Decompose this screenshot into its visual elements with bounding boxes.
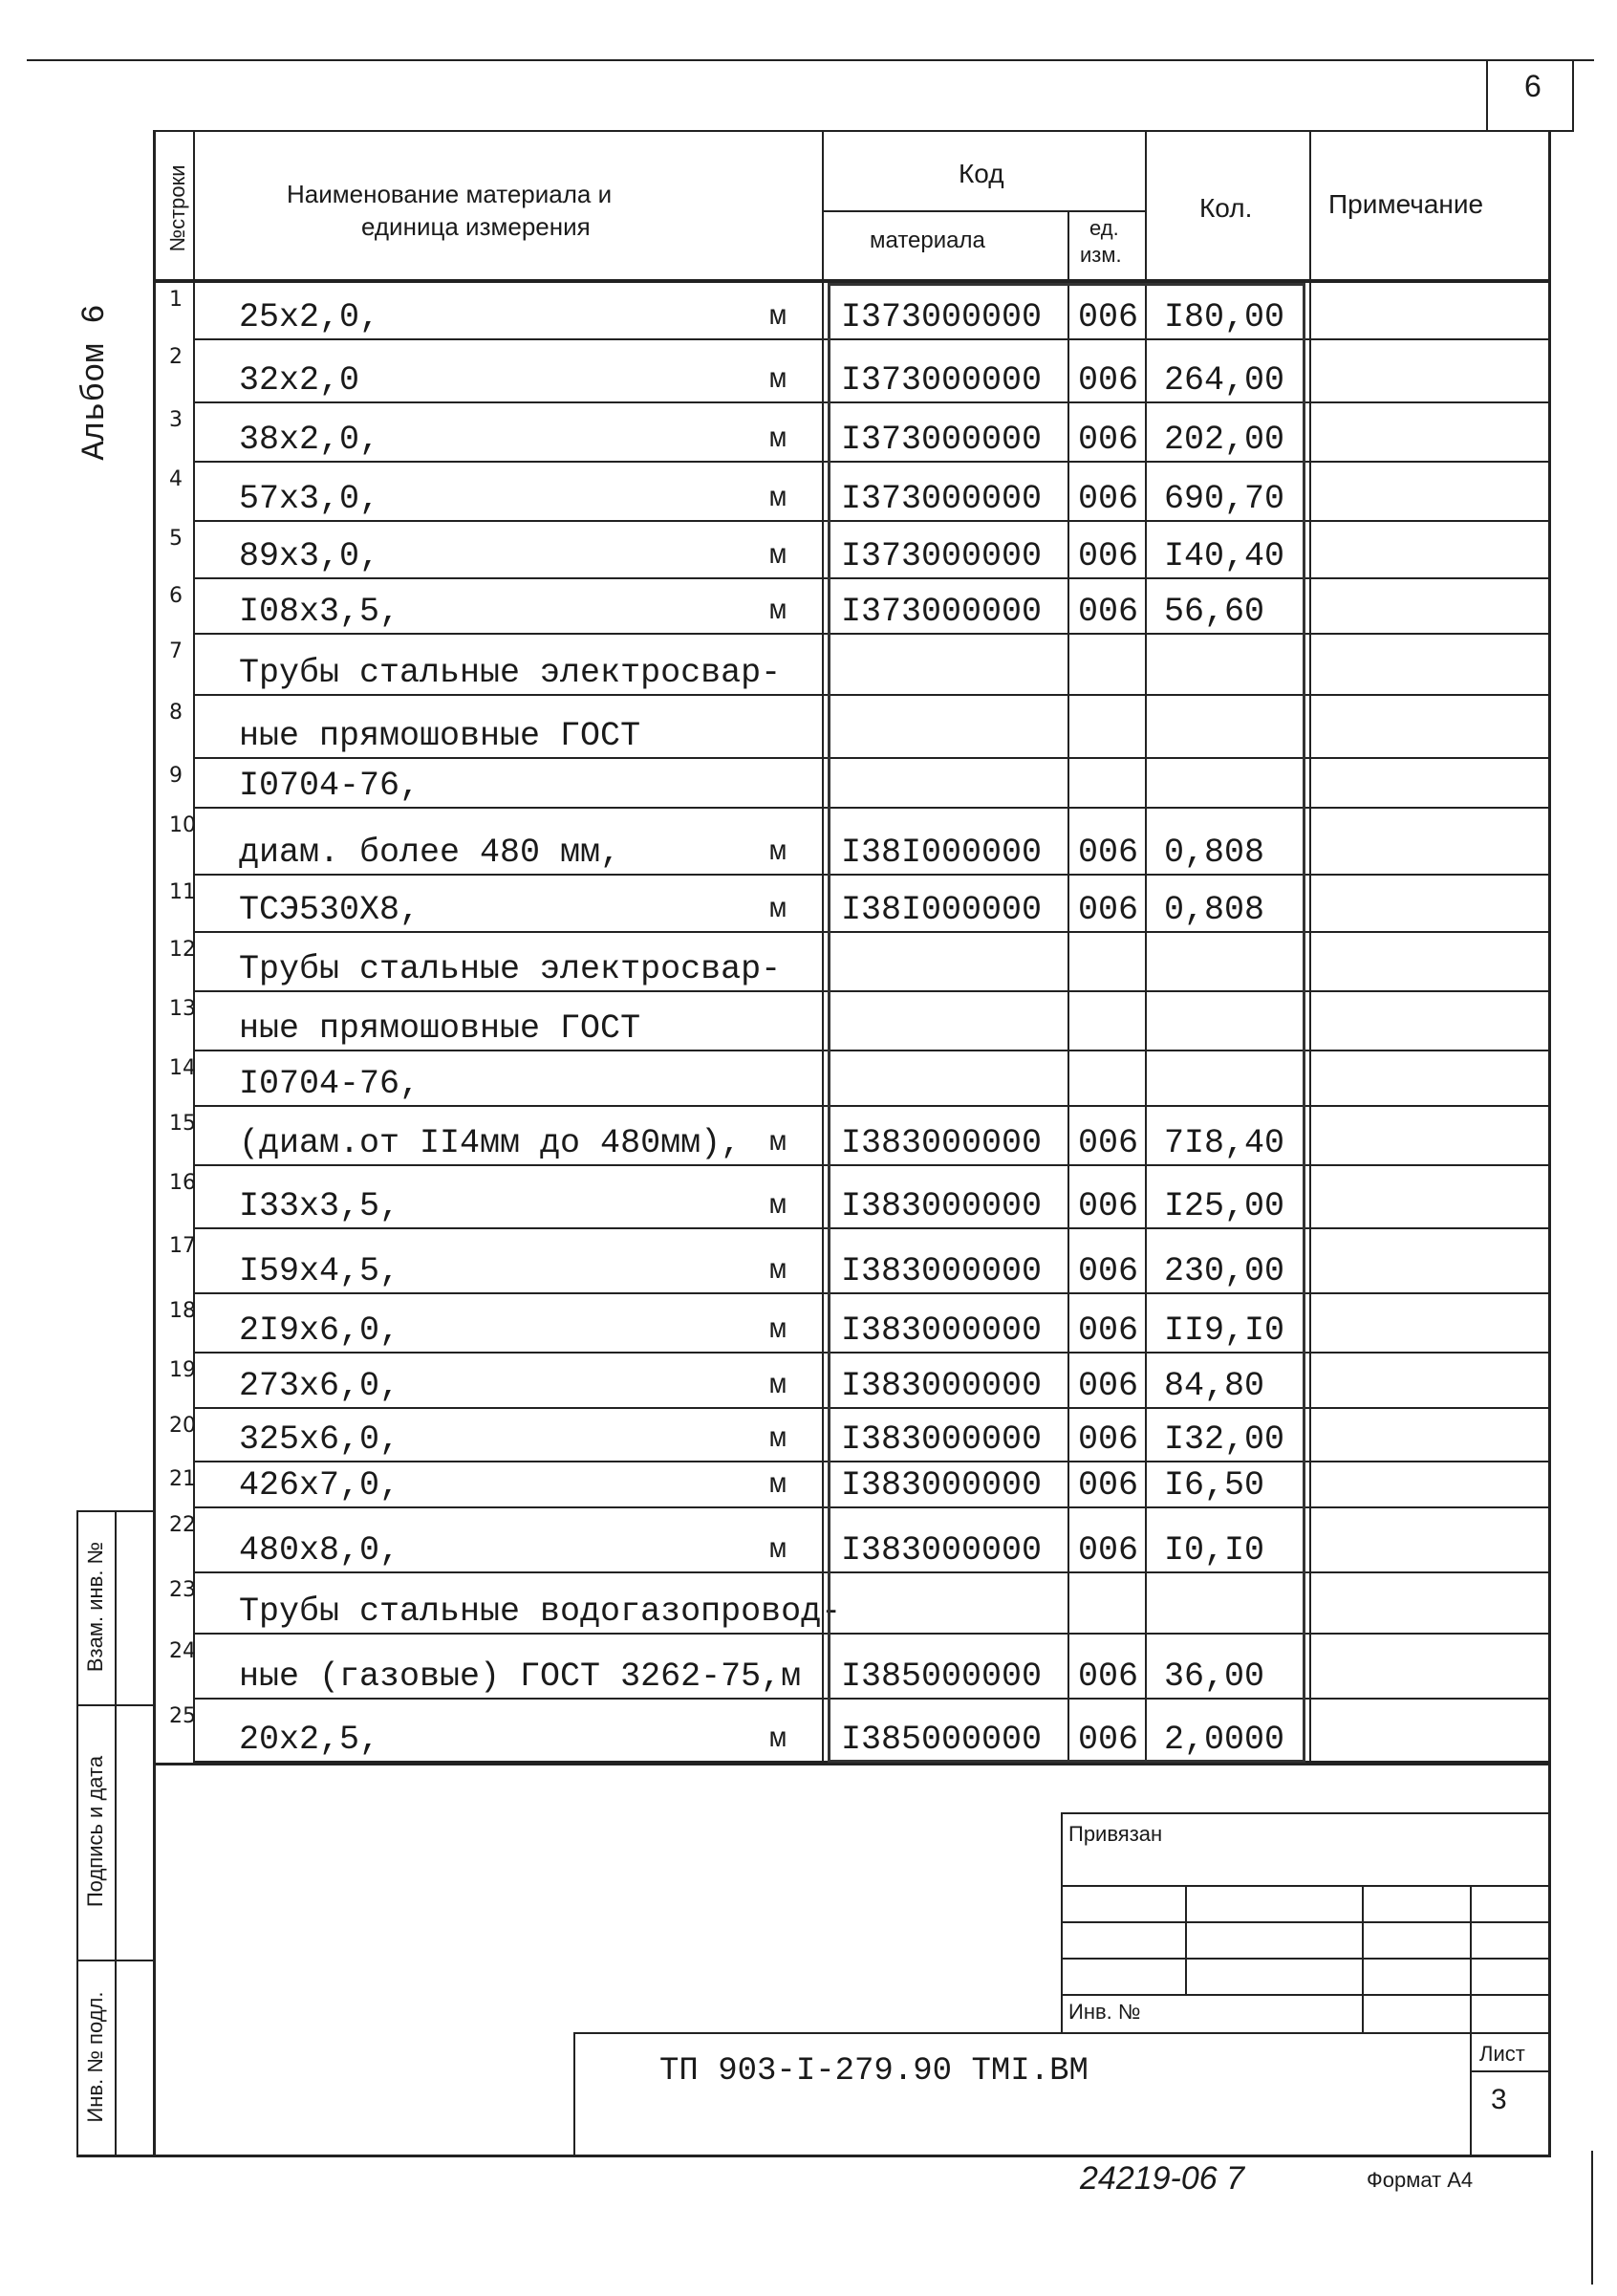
row-unit: м (769, 483, 787, 515)
row-unit-code: 006 (1078, 1657, 1139, 1696)
tb-v-2 (1362, 1885, 1364, 2032)
row-unit-code: 006 (1078, 1252, 1139, 1290)
header-code-unit-2: изм. (1080, 243, 1122, 267)
tb-sheet-divider (1470, 2070, 1551, 2072)
row-unit-code: 006 (1078, 1367, 1139, 1405)
row-number: 4 (169, 467, 183, 491)
row-qty: 0,808 (1164, 834, 1265, 872)
row-qty: 36,00 (1164, 1657, 1265, 1696)
row-number: 2 (169, 345, 183, 369)
stamp-div-1 (76, 1704, 155, 1706)
row-unit-code: 006 (1078, 1187, 1139, 1225)
header-row-no: №строки (165, 164, 189, 252)
stamp-podpis: Подпись и дата (83, 1755, 107, 1908)
row-number: 6 (169, 584, 183, 608)
header-code: Код (959, 159, 1004, 188)
row-qty: I40,40 (1164, 537, 1285, 575)
row-qty: I0,I0 (1164, 1531, 1265, 1570)
row-code: I373000000 (841, 537, 1043, 575)
header-note: Примечание (1328, 189, 1484, 219)
row-name: ные (газовые) ГОСТ 3262-75,м (239, 1657, 802, 1696)
row-unit-code: 006 (1078, 1420, 1139, 1459)
row-name: ные прямошовные ГОСТ (239, 1009, 641, 1048)
row-unit-code: 006 (1078, 537, 1139, 575)
table-bottom (153, 1763, 1551, 1765)
stamp-mid (115, 1510, 117, 2156)
right-border-top (1572, 59, 1574, 132)
header-code-unit-1: ед. (1089, 216, 1119, 240)
album-label: Альбом 6 (77, 304, 114, 461)
frame-left (153, 130, 156, 2156)
row-name: 32х2,0 (239, 361, 360, 400)
tb-sheet-no: 3 (1491, 2084, 1507, 2115)
row-number: 10 (169, 813, 196, 837)
row-name: 325х6,0, (239, 1420, 400, 1459)
row-qty: I32,00 (1164, 1420, 1285, 1459)
col-qty-right (1309, 130, 1311, 1763)
row-code: I38I000000 (841, 834, 1043, 872)
frame-bottom (76, 2155, 1551, 2157)
header-code-material: материала (870, 227, 985, 253)
page-number-box-bottom (153, 130, 1574, 132)
row-code: I385000000 (841, 1657, 1043, 1696)
row-number: 8 (169, 701, 183, 725)
row-number: 15 (169, 1112, 196, 1136)
top-border (27, 59, 1594, 61)
row-unit-code: 006 (1078, 480, 1139, 518)
row-code: I383000000 (841, 1187, 1043, 1225)
row-code: I38I000000 (841, 891, 1043, 929)
row-code: I383000000 (841, 1466, 1043, 1505)
row-qty: I25,00 (1164, 1187, 1285, 1225)
row-qty: 7I8,40 (1164, 1124, 1285, 1162)
row-unit: м (769, 1723, 787, 1756)
row-number: 23 (169, 1578, 196, 1602)
row-code: I373000000 (841, 361, 1043, 400)
row-code: I373000000 (841, 593, 1043, 631)
row-unit: м (769, 1423, 787, 1456)
footer-format: Формат А4 (1367, 2168, 1474, 2192)
tb-inv-no: Инв. № (1068, 2000, 1141, 2024)
row-qty: I80,00 (1164, 298, 1285, 336)
row-unit-code: 006 (1078, 1311, 1139, 1350)
tb-main-top (573, 2032, 1551, 2034)
row-name: 426х7,0, (239, 1466, 400, 1505)
row-name: 25х2,0, (239, 298, 380, 336)
tb-line-4 (1061, 1994, 1551, 1996)
row-unit: м (769, 1255, 787, 1288)
page-number-box-left (1486, 59, 1488, 132)
col-name-right (822, 130, 824, 1763)
row-code: I383000000 (841, 1367, 1043, 1405)
row-name: диам. более 480 мм, (239, 834, 621, 872)
row-code: I383000000 (841, 1311, 1043, 1350)
row-unit-code: 006 (1078, 1124, 1139, 1162)
row-unit-code: 006 (1078, 593, 1139, 631)
tb-v-1 (1185, 1885, 1187, 1996)
row-unit-code: 006 (1078, 1721, 1139, 1759)
row-name: Трубы стальные водогазопровод- (239, 1592, 842, 1631)
stamp-top (76, 1510, 155, 1512)
tb-v-3 (1470, 1885, 1472, 2156)
header-name-line2: единица измерения (361, 212, 591, 241)
row-qty: 56,60 (1164, 593, 1265, 631)
stamp-div-2 (76, 1960, 155, 1961)
row-code: I373000000 (841, 421, 1043, 459)
header-qty: Кол. (1199, 193, 1253, 223)
stamp-inv-podl: Инв. № подл. (83, 1991, 107, 2123)
row-name: 480х8,0, (239, 1531, 400, 1570)
row-number: 24 (169, 1639, 196, 1663)
row-unit-code: 006 (1078, 361, 1139, 400)
row-code: I383000000 (841, 1124, 1043, 1162)
row-qty: 690,70 (1164, 480, 1285, 518)
row-number: 25 (169, 1704, 196, 1728)
row-code: I373000000 (841, 298, 1043, 336)
row-qty: I6,50 (1164, 1466, 1265, 1505)
page-number: 6 (1524, 69, 1542, 103)
row-unit: м (769, 1534, 787, 1567)
row-qty: 230,00 (1164, 1252, 1285, 1290)
row-number: 9 (169, 764, 183, 788)
stamp-vzam: Взам. инв. № (83, 1541, 107, 1673)
tb-line-2 (1061, 1921, 1551, 1923)
row-unit: м (769, 1127, 787, 1159)
row-number: 12 (169, 938, 196, 962)
row-name: ТСЭ530Х8, (239, 891, 420, 929)
row-unit: м (769, 1314, 787, 1347)
row-number: 5 (169, 527, 183, 551)
tb-privyazan-top (1061, 1812, 1551, 1814)
header-code-divider (822, 210, 1147, 212)
row-name: I08х3,5, (239, 593, 400, 631)
row-name: Трубы стальные электросвар- (239, 654, 782, 692)
row-number: 13 (169, 997, 196, 1021)
row-number: 7 (169, 639, 183, 663)
frame-right (1548, 130, 1551, 2156)
code-block-frame (828, 283, 1305, 1763)
row-number: 3 (169, 408, 183, 432)
row-code: I383000000 (841, 1420, 1043, 1459)
row-unit: м (769, 1370, 787, 1402)
row-qty: II9,I0 (1164, 1311, 1285, 1350)
row-name: 38х2,0, (239, 421, 380, 459)
row-number: 21 (169, 1467, 196, 1491)
footer-archive-no: 24219-06 7 (1080, 2160, 1245, 2197)
row-unit-code: 006 (1078, 1466, 1139, 1505)
row-unit: м (769, 836, 787, 869)
row-code: I383000000 (841, 1531, 1043, 1570)
row-unit: м (769, 540, 787, 573)
row-unit: м (769, 1190, 787, 1223)
row-unit-code: 006 (1078, 1531, 1139, 1570)
row-name: 273х6,0, (239, 1367, 400, 1405)
row-unit: м (769, 596, 787, 628)
row-name: ные прямошовные ГОСТ (239, 717, 641, 755)
tb-line-3 (1061, 1958, 1551, 1960)
row-number: 1 (169, 288, 183, 312)
row-qty: 264,00 (1164, 361, 1285, 400)
row-number: 22 (169, 1513, 196, 1537)
row-code: I373000000 (841, 480, 1043, 518)
row-code: I383000000 (841, 1252, 1043, 1290)
row-unit-code: 006 (1078, 421, 1139, 459)
row-qty: 84,80 (1164, 1367, 1265, 1405)
tb-doc-code: ТП 903-I-279.90 ТМI.ВМ (659, 2053, 1089, 2090)
row-number: 18 (169, 1299, 196, 1323)
row-unit: м (769, 301, 787, 334)
row-unit: м (769, 894, 787, 926)
row-code: I385000000 (841, 1721, 1043, 1759)
tb-line-1 (1061, 1885, 1551, 1887)
row-name: I59х4,5, (239, 1252, 400, 1290)
row-number: 19 (169, 1358, 196, 1382)
row-qty: 202,00 (1164, 421, 1285, 459)
row-number: 11 (169, 880, 196, 904)
row-name: 89х3,0, (239, 537, 380, 575)
row-unit-code: 006 (1078, 891, 1139, 929)
tb-privyazan: Привязан (1068, 1822, 1163, 1846)
right-margin-line (1591, 2151, 1593, 2285)
row-name: 57х3,0, (239, 480, 380, 518)
row-unit-code: 006 (1078, 298, 1139, 336)
row-name: (диам.от II4мм до 480мм), (239, 1124, 742, 1162)
row-name: 20х2,5, (239, 1721, 380, 1759)
row-name: I0704-76, (239, 1065, 420, 1103)
row-unit-code: 006 (1078, 834, 1139, 872)
header-name-line1: Наименование материала и (287, 180, 613, 208)
row-name: I0704-76, (239, 767, 420, 805)
row-name: I33х3,5, (239, 1187, 400, 1225)
row-number: 17 (169, 1234, 196, 1258)
row-unit: м (769, 364, 787, 397)
row-qty: 2,0000 (1164, 1721, 1285, 1759)
row-unit: м (769, 423, 787, 456)
row-name: Трубы стальные электросвар- (239, 950, 782, 988)
tb-main-left (573, 2032, 575, 2156)
tb-sheet-label: Лист (1479, 2042, 1525, 2066)
row-qty: 0,808 (1164, 891, 1265, 929)
row-name: 2I9х6,0, (239, 1311, 400, 1350)
row-number: 20 (169, 1414, 196, 1438)
row-number: 14 (169, 1056, 196, 1080)
row-unit: м (769, 1469, 787, 1502)
row-number: 16 (169, 1171, 196, 1195)
